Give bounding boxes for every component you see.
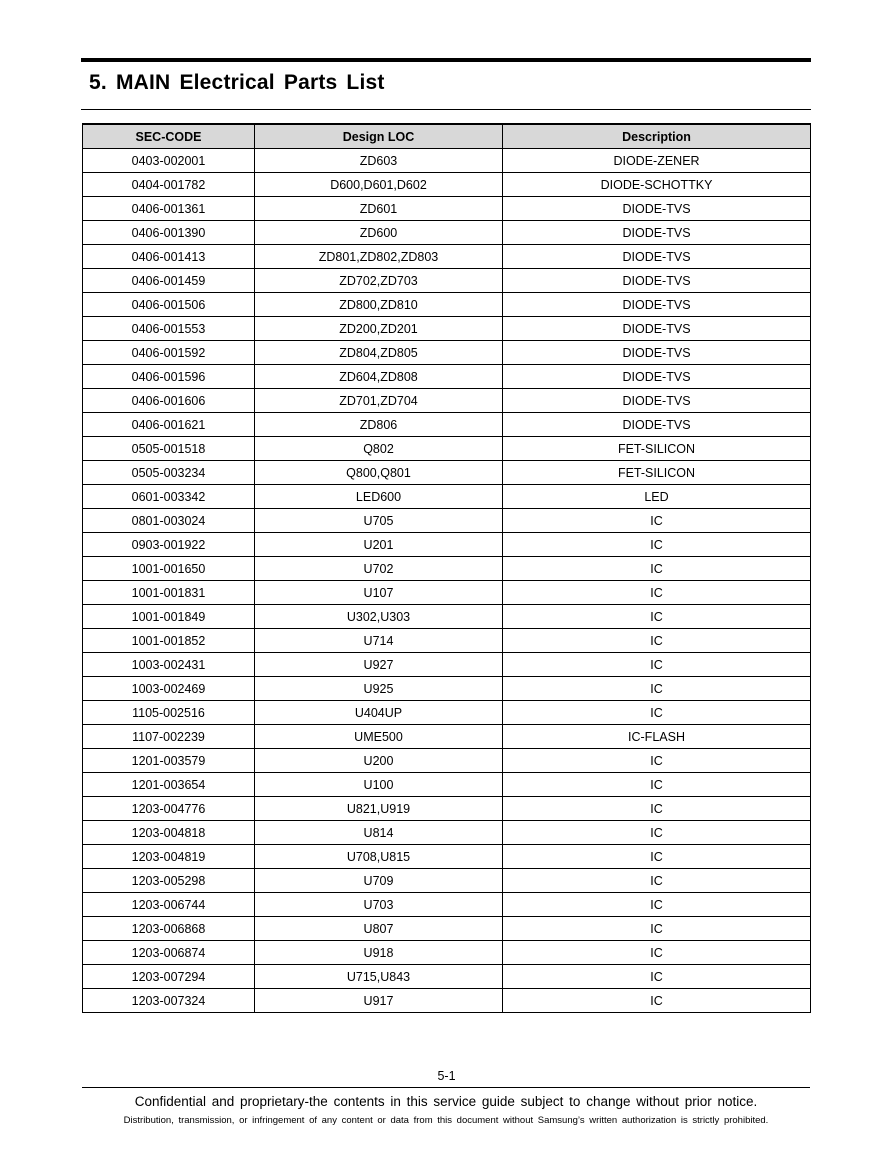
cell-sec-code: 0406-001413 xyxy=(83,245,255,269)
cell-design-loc: Q802 xyxy=(255,437,503,461)
cell-sec-code: 1003-002469 xyxy=(83,677,255,701)
cell-description: IC xyxy=(503,701,811,725)
table-row xyxy=(83,989,811,1013)
table-row xyxy=(83,341,811,365)
header-design-loc: Design LOC xyxy=(255,124,503,149)
cell-design-loc: ZD800,ZD810 xyxy=(255,293,503,317)
cell-sec-code: 1001-001650 xyxy=(83,557,255,581)
cell-design-loc: ZD600 xyxy=(255,221,503,245)
cell-description: IC xyxy=(503,965,811,989)
footer-distribution-notice: Distribution, transmission, or infringement of any content or data from this document without Samsung’s written authorization is strictly prohibited. xyxy=(123,1115,769,1126)
cell-design-loc: U715,U843 xyxy=(255,965,503,989)
table-row xyxy=(83,437,811,461)
cell-description: IC xyxy=(503,629,811,653)
title-rule xyxy=(81,109,811,110)
table-row xyxy=(83,725,811,749)
table-row xyxy=(83,797,811,821)
table-row xyxy=(83,581,811,605)
cell-design-loc: ZD200,ZD201 xyxy=(255,317,503,341)
cell-design-loc: Q800,Q801 xyxy=(255,461,503,485)
table-row xyxy=(83,821,811,845)
cell-sec-code: 1203-004776 xyxy=(83,797,255,821)
cell-description: DIODE-SCHOTTKY xyxy=(503,173,811,197)
table-row xyxy=(83,653,811,677)
cell-design-loc: U404UP xyxy=(255,701,503,725)
cell-sec-code: 0406-001361 xyxy=(83,197,255,221)
cell-sec-code: 1203-004818 xyxy=(83,821,255,845)
cell-sec-code: 0403-002001 xyxy=(83,149,255,173)
table-row xyxy=(83,461,811,485)
cell-design-loc: U703 xyxy=(255,893,503,917)
table-row xyxy=(83,941,811,965)
cell-description: IC xyxy=(503,509,811,533)
table-row xyxy=(83,773,811,797)
cell-description: IC xyxy=(503,677,811,701)
parts-table xyxy=(82,123,811,1013)
table-row xyxy=(83,365,811,389)
table-row xyxy=(83,629,811,653)
cell-description: IC xyxy=(503,749,811,773)
cell-sec-code: 1201-003579 xyxy=(83,749,255,773)
cell-design-loc: U807 xyxy=(255,917,503,941)
cell-design-loc: ZD702,ZD703 xyxy=(255,269,503,293)
cell-sec-code: 1105-002516 xyxy=(83,701,255,725)
cell-description: FET-SILICON xyxy=(503,461,811,485)
cell-sec-code: 0406-001390 xyxy=(83,221,255,245)
cell-sec-code: 1203-006874 xyxy=(83,941,255,965)
cell-sec-code: 1001-001852 xyxy=(83,629,255,653)
table-row xyxy=(83,317,811,341)
table-row xyxy=(83,197,811,221)
cell-sec-code: 1201-003654 xyxy=(83,773,255,797)
cell-design-loc: U302,U303 xyxy=(255,605,503,629)
cell-description: DIODE-TVS xyxy=(503,293,811,317)
table-row xyxy=(83,917,811,941)
cell-design-loc: ZD804,ZD805 xyxy=(255,341,503,365)
table-row xyxy=(83,485,811,509)
table-row xyxy=(83,269,811,293)
cell-design-loc: ZD604,ZD808 xyxy=(255,365,503,389)
cell-sec-code: 0505-003234 xyxy=(83,461,255,485)
cell-design-loc: U918 xyxy=(255,941,503,965)
cell-sec-code: 1001-001849 xyxy=(83,605,255,629)
footer-confidential-notice: Confidential and proprietary-the contents in this service guide subject to change without prior notice. xyxy=(134,1094,758,1109)
table-row xyxy=(83,557,811,581)
cell-description: IC xyxy=(503,917,811,941)
cell-design-loc: ZD801,ZD802,ZD803 xyxy=(255,245,503,269)
table-row xyxy=(83,701,811,725)
cell-design-loc: ZD701,ZD704 xyxy=(255,389,503,413)
table-row xyxy=(83,845,811,869)
cell-sec-code: 1003-002431 xyxy=(83,653,255,677)
cell-design-loc: ZD601 xyxy=(255,197,503,221)
cell-description: IC xyxy=(503,557,811,581)
top-rule xyxy=(81,58,811,62)
cell-design-loc: U917 xyxy=(255,989,503,1013)
cell-description: DIODE-ZENER xyxy=(503,149,811,173)
cell-sec-code: 0801-003024 xyxy=(83,509,255,533)
table-row xyxy=(83,869,811,893)
cell-description: IC xyxy=(503,941,811,965)
cell-sec-code: 0406-001606 xyxy=(83,389,255,413)
cell-sec-code: 0406-001596 xyxy=(83,365,255,389)
cell-design-loc: D600,D601,D602 xyxy=(255,173,503,197)
footer-rule xyxy=(82,1087,810,1088)
cell-sec-code: 0505-001518 xyxy=(83,437,255,461)
cell-design-loc: U708,U815 xyxy=(255,845,503,869)
table-row xyxy=(83,413,811,437)
cell-description: IC xyxy=(503,773,811,797)
cell-design-loc: U927 xyxy=(255,653,503,677)
cell-description: IC xyxy=(503,869,811,893)
cell-sec-code: 0404-001782 xyxy=(83,173,255,197)
cell-sec-code: 0601-003342 xyxy=(83,485,255,509)
cell-sec-code: 1203-006744 xyxy=(83,893,255,917)
cell-design-loc: U107 xyxy=(255,581,503,605)
cell-sec-code: 0406-001506 xyxy=(83,293,255,317)
table-row xyxy=(83,173,811,197)
table-row xyxy=(83,893,811,917)
cell-description: IC xyxy=(503,533,811,557)
cell-sec-code: 1203-007294 xyxy=(83,965,255,989)
cell-description: DIODE-TVS xyxy=(503,245,811,269)
cell-description: IC xyxy=(503,989,811,1013)
cell-sec-code: 1001-001831 xyxy=(83,581,255,605)
table-row xyxy=(83,389,811,413)
cell-sec-code: 1203-007324 xyxy=(83,989,255,1013)
table-row xyxy=(83,509,811,533)
cell-design-loc: ZD603 xyxy=(255,149,503,173)
cell-design-loc: ZD806 xyxy=(255,413,503,437)
table-header-row xyxy=(83,124,811,149)
table-row xyxy=(83,245,811,269)
cell-description: IC xyxy=(503,581,811,605)
table-row xyxy=(83,293,811,317)
cell-sec-code: 1203-006868 xyxy=(83,917,255,941)
cell-description: IC xyxy=(503,653,811,677)
table-row xyxy=(83,221,811,245)
cell-sec-code: 0406-001459 xyxy=(83,269,255,293)
cell-description: IC xyxy=(503,845,811,869)
cell-description: DIODE-TVS xyxy=(503,389,811,413)
table-body xyxy=(83,149,811,1013)
page-title: 5. MAIN Electrical Parts List xyxy=(89,71,385,94)
page-number: 5-1 xyxy=(437,1069,456,1083)
cell-description: DIODE-TVS xyxy=(503,413,811,437)
cell-description: DIODE-TVS xyxy=(503,269,811,293)
table-row xyxy=(83,965,811,989)
cell-description: FET-SILICON xyxy=(503,437,811,461)
cell-description: DIODE-TVS xyxy=(503,197,811,221)
cell-design-loc: U705 xyxy=(255,509,503,533)
cell-design-loc: LED600 xyxy=(255,485,503,509)
cell-description: IC-FLASH xyxy=(503,725,811,749)
cell-design-loc: U201 xyxy=(255,533,503,557)
cell-design-loc: U702 xyxy=(255,557,503,581)
cell-design-loc: U100 xyxy=(255,773,503,797)
cell-description: IC xyxy=(503,893,811,917)
header-description: Description xyxy=(503,124,811,149)
cell-sec-code: 0406-001553 xyxy=(83,317,255,341)
cell-design-loc: U709 xyxy=(255,869,503,893)
table-row xyxy=(83,533,811,557)
table-row xyxy=(83,149,811,173)
cell-sec-code: 1203-005298 xyxy=(83,869,255,893)
cell-sec-code: 0903-001922 xyxy=(83,533,255,557)
cell-design-loc: U821,U919 xyxy=(255,797,503,821)
cell-sec-code: 0406-001621 xyxy=(83,413,255,437)
header-sec-code: SEC-CODE xyxy=(83,124,255,149)
cell-sec-code: 0406-001592 xyxy=(83,341,255,365)
cell-sec-code: 1203-004819 xyxy=(83,845,255,869)
cell-description: DIODE-TVS xyxy=(503,221,811,245)
cell-design-loc: U925 xyxy=(255,677,503,701)
table-row xyxy=(83,677,811,701)
cell-sec-code: 1107-002239 xyxy=(83,725,255,749)
cell-description: DIODE-TVS xyxy=(503,365,811,389)
table-row xyxy=(83,749,811,773)
cell-description: LED xyxy=(503,485,811,509)
table-row xyxy=(83,605,811,629)
cell-description: IC xyxy=(503,821,811,845)
cell-description: IC xyxy=(503,605,811,629)
cell-description: DIODE-TVS xyxy=(503,317,811,341)
cell-description: DIODE-TVS xyxy=(503,341,811,365)
cell-design-loc: U200 xyxy=(255,749,503,773)
cell-description: IC xyxy=(503,797,811,821)
cell-design-loc: U814 xyxy=(255,821,503,845)
cell-design-loc: UME500 xyxy=(255,725,503,749)
cell-design-loc: U714 xyxy=(255,629,503,653)
